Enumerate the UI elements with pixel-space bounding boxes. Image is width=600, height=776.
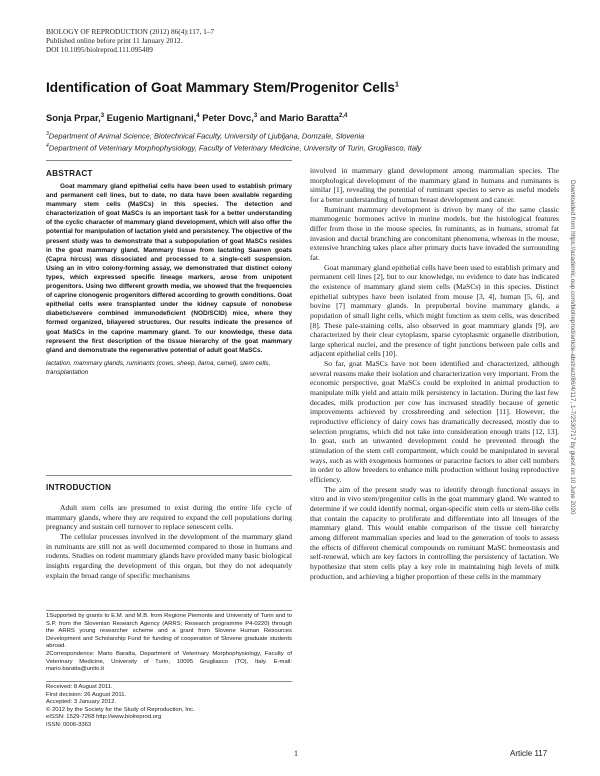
author-affiliation-marker: 2,4 [338,112,348,119]
received-date: Received: 8 August 2011. [46,684,113,690]
paragraph: Goat mammary gland epithelial cells have been used to establish primary and permanent cell lines [2], but to our knowledge, no evidence to date has indicated the existence of mammary gland stem cells (MaSCs) in this species. Distinct epithelial subtypes have been isolated from mouse [3, 4], human [5, 6], and bovine [7] mammary glands. In prepubertal bovine mammary glands, a population of small light cells, which might function as stem cells, was described [8]. These pale-staining cells, also observed in goat mammary glands [9], are characterized by their clear cytoplasm, sparse cytoplasmic organelle distribution, large spherical nuclei, and the presence of tight junctions between pale cells and adjacent epithelial cells [10]. [310,262,559,359]
introduction-right [310,166,559,581]
author-name: Peter Dovc, [199,112,254,123]
section-rule [46,475,292,476]
footnote: 2Correspondence: Mario Baratta, Department of Veterinary Morphophysiology, Faculty of Veterinary Medicine, University of Turin, 10095 Grugliasco (TO), Italy. E-mail: mario.baratta@unito.it [46,650,292,673]
accepted-date: Accepted: 3 January 2012. [46,699,117,706]
title-footnote-marker: 1 [394,81,399,89]
paragraph: So far, goat MaSCs have not been identified and characterized, although several reasons make their isolation and characterization very important. From the economic perspective, goat MaSCs could be exploited in animal production to manipulate milk yield and attain milk persistency in lactation. During the last few decades, milk production per cow has increased steadily because of genetic improvements achieved by crossbreeding and selection [11]. However, the reproductive efficiency of dairy cows has dramatically decreased, mostly due to selection programs, which did not take into consideration enough traits [12, 13]. In goat, such an unwanted development could be prevented through the stimulation of the stem cell compartment, which could be manipulated in several ways, such as with exogenous hormones or paracrine factors to alter cell numbers in order to allow breeders to enhance milk production without losing reproductive efficiency. [310,359,559,484]
affiliation-marker: 4 [46,143,49,149]
abstract-heading: ABSTRACT [46,169,93,178]
title-text: Identification of Goat Mammary Stem/Progenitor Cells [46,80,395,95]
paragraph: The aim of the present study was to identify through functional assays in vitro and in vivo stem/progenitor cells in the goat mammary gland. We wanted to determine if we could identify normal, organ-specific stem cells or stem-like cells that contain the capacity to proliferate and differentiate into all lineages of the mammary gland. This would enable comparison of the tissue cell hierarchy among different mammalian species and lead to the generation of tools to assess the effects of different chemical compounds on ruminant MaSC homeostasis and self-renewal, which are key factors in controlling the persistency of lactation. We hypothesize that stem cells play a key role in maintaining high levels of milk production, and achieving a higher proportion of these cells in the mammary [310,484,559,581]
first-decision-date: First decision: 26 August 2011. [46,691,127,698]
publication-date: Published online before print 11 January 2012. [46,36,183,46]
header-rule [46,160,292,161]
eissn: eISSN: 1529-7268 http://www.biolreprod.org [46,714,162,721]
author-name: Sonja Prpar, [46,112,101,123]
pubinfo-rule [46,681,292,682]
paragraph: Ruminant mammary development is driven by many of the same classic mammogenic hormones active in murine models, but the histological features differ from those in the mouse species. In ruminants, as in humans, stromal fat invasion and ductal branching are concomitant phenomena, whereas in the mouse, extensive branching takes place after primary ducts have invaded the surrounding fat. [310,204,559,262]
download-notice: Downloaded from https://academic.oup.com/biolreprod/article-abstract/86/4/117, 1-7/2530717 by guest on 10 June 2020 [569,180,576,515]
paragraph: Adult stem cells are presumed to exist during the entire life cycle of mammary glands, where they are required to expand the cell populations during pregnancy and sustain cell turnover to replace senescent cells. [46,503,292,532]
footnotes [46,613,292,674]
affiliation [46,143,421,153]
affiliation [46,131,364,141]
affiliation-marker: 3 [46,131,49,137]
footnote: 1Supported by grants to E.M. and M.B. from Regione Piemonte and University of Turin and to S.P. from the Slovenian Research Agency (ARRS; Research programme P4-0220) through the ARRS young researcher scheme and a grant from Slovene Human Resources Development and Scholarship Fund for funding of cooperation of Slovene graduate students abroad. [46,613,292,650]
doi: DOI 10.1095/biolreprod.111.095489 [46,45,153,55]
introduction-left [46,483,292,580]
paragraph: involved in mammary gland development among mammalian species. The morphological development of the mammary gland in humans and ruminants is similar [1], revealing the potential of ruminant species to serve as useful models for a better understanding of human breast development and cancer. [310,166,559,204]
author-affiliation-marker: 3 [253,112,258,119]
introduction-heading: INTRODUCTION [46,483,112,492]
affiliation-text: Department of Animal Science, Biotechnical Faculty, University of Ljubljana, Domzale, Slovenia [48,131,365,141]
article-title [46,80,566,95]
footnote-rule [46,610,292,611]
abstract-text: Goat mammary gland epithelial cells have been used to establish primary and permanent cell lines, but to date, no data have been available regarding mammary stem cells (MaSCs) in this species. The detection and characterization of goat MaSCs is an important task for a better understanding of the cyclic character of mammary gland development, which will also offer the potential for manipulation of lactation yield and persistency. The objective of the present study was to demonstrate that a subpopulation of goat MaSCs resides in the goat mammary gland. Mammary tissue from lactating Saanen goats (Capra hircus) was dissociated and processed to a single-cell suspension. Using an in vitro colony-forming assay, we demonstrated that distinct colony types, which expressed specific lineage markers, arose from unipotent progenitors. Using two different growth media, we showed that the frequencies of caprine clonogenic progenitors differed according to growth conditions. Goat epithelial cells were transplanted under the kidney capsule of nonobese diabetic/severe combined immunodeficient (NOD/SCID) mice, where they formed organized, bilayered structures. Our results indicate the presence of goat MaSCs in the caprine mammary gland. To our knowledge, these data represent the first description of the tissue hierarchy of the goat mammary gland and demonstrate the regenerative potential of adult goat MaSCs. [46,183,292,354]
article-number: Article 117 [510,749,548,758]
paragraph: The cellular processes involved in the development of the mammary gland in ruminants are still not as well documented compared to those in humans and rodents. Studies on rodent mammary glands have provided many basic biological insights regarding the development of this organ, but they do not adequately explain the broad range of specific mechanisms [46,531,292,580]
author-list [46,112,347,123]
journal-citation: BIOLOGY OF REPRODUCTION (2012) 86(4):117, 1–7 [46,27,215,36]
abstract-section [46,169,292,377]
issn: ISSN: 0006-3363 [46,721,92,728]
copyright: © 2012 by the Society for the Study of Reproduction, Inc. [46,706,195,713]
affiliation-text: Department of Veterinary Morphophysiology, Faculty of Veterinary Medicine, University of Turin, Grugliasco, Italy [48,143,422,153]
author-affiliation-marker: 3 [100,112,105,119]
page-number: 1 [294,749,298,758]
journal-header [46,27,214,55]
keywords: lactation, mammary glands, ruminants (cows, sheep, llama, camel), stem cells, transplantation [46,359,271,376]
author-affiliation-marker: 4 [196,112,200,119]
author-name: Eugenio Martignani, [104,112,197,123]
author-name: and Mario Baratta [257,112,339,123]
publication-info [46,684,292,730]
